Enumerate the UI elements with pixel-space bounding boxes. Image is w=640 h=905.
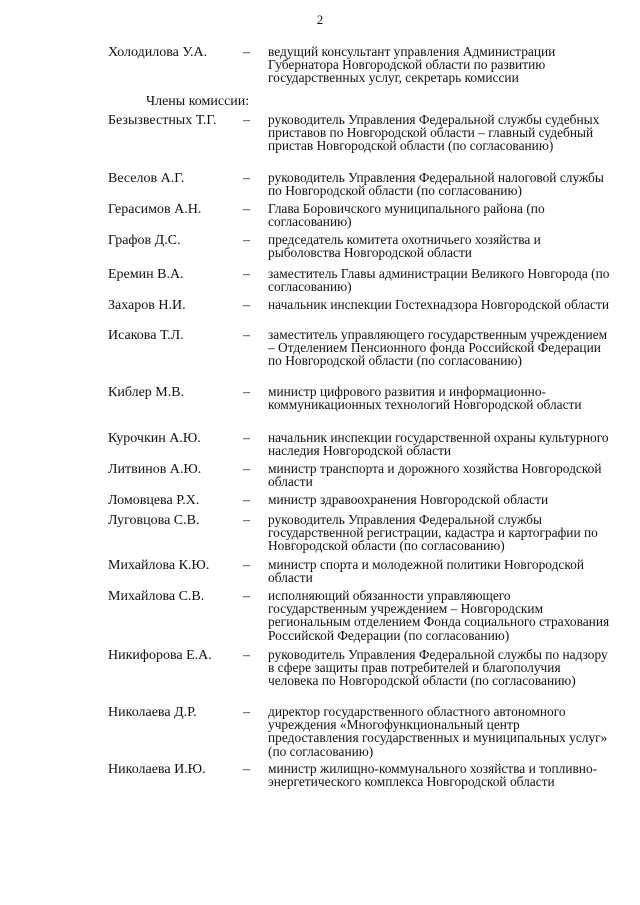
- entry-role: ведущий консультант управления Администрации Губернатора Новгородской области по развитию государственных услуг, секретарь комиссии: [268, 44, 556, 86]
- entry-dash: –: [243, 113, 250, 128]
- entry-dash: –: [243, 493, 250, 508]
- entry-dash: –: [243, 267, 250, 282]
- members-heading: Члены комиссии:: [146, 94, 250, 109]
- entry-name: Николаева И.Ю.: [108, 762, 206, 777]
- entry-dash: –: [243, 589, 250, 604]
- entry-role: Глава Боровичского муниципального района (по согласованию): [268, 201, 545, 230]
- entry-dash: –: [243, 705, 250, 720]
- entry-name: Безызвестных Т.Г.: [108, 113, 217, 128]
- entry-name: Литвинов А.Ю.: [108, 462, 202, 477]
- entry-dash: –: [243, 648, 250, 663]
- entry-dash: –: [243, 513, 250, 528]
- entry-name: Михайлова К.Ю.: [108, 558, 210, 573]
- entry-name: Курочкин А.Ю.: [108, 431, 201, 446]
- entry-name: Графов Д.С.: [108, 233, 181, 248]
- entry-name: Герасимов А.Н.: [108, 202, 202, 217]
- entry-dash: –: [243, 558, 250, 573]
- entry-role: директор государственного областного автономного учреждения «Многофункциональный центр предоставления государственных и муниципальных услуг» (по согласованию): [268, 704, 608, 759]
- entry-role: начальник инспекции государственной охраны культурного наследия Новгородской области: [268, 430, 609, 459]
- entry-dash: –: [243, 298, 250, 313]
- entry-name: Исакова Т.Л.: [108, 328, 184, 343]
- entry-name: Николаева Д.Р.: [108, 705, 197, 720]
- entry-name: Киблер М.В.: [108, 385, 185, 400]
- entry-name: Ломовцева Р.Х.: [108, 493, 200, 508]
- entry-dash: –: [243, 385, 250, 400]
- entry-role: министр спорта и молодежной политики Новгородской области: [268, 557, 585, 586]
- entry-role: исполняющий обязанности управляющего государственным учреждением – Новгородским региональным отделением Фонда социального страхования Российской Федерации (по согласованию): [268, 588, 610, 643]
- entry-name: Никифорова Е.А.: [108, 648, 212, 663]
- entry-name: Захаров Н.И.: [108, 298, 186, 313]
- page-number: 2: [316, 12, 324, 27]
- entry-dash: –: [243, 462, 250, 477]
- entry-role: руководитель Управления Федеральной службы по надзору в сфере защиты прав потребителей и благополучия человека по Новгородской области (по согласованию): [268, 647, 608, 689]
- entry-dash: –: [243, 328, 250, 343]
- entry-name: Холодилова У.А.: [108, 45, 208, 60]
- entry-role: руководитель Управления Федеральной службы государственной регистрации, кадастра и картографии по Новгородской области (по согласованию): [268, 512, 598, 554]
- entry-role: начальник инспекции Гостехнадзора Новгородской области: [268, 297, 610, 312]
- entry-role: министр здравоохранения Новгородской области: [268, 492, 549, 507]
- entry-role: руководитель Управления Федеральной налоговой службы по Новгородской области (по согласованию): [268, 170, 604, 199]
- entry-name: Луговцова С.В.: [108, 513, 200, 528]
- entry-name: Михайлова С.В.: [108, 589, 205, 604]
- entry-role: заместитель Главы администрации Великого Новгорода (по согласованию): [268, 266, 610, 295]
- entry-role: министр цифрового развития и информационно-коммуникационных технологий Новгородской области: [268, 384, 582, 413]
- entry-role: заместитель управляющего государственным учреждением – Отделением Пенсионного фонда Российской Федерации по Новгородской области (по согласованию): [268, 327, 608, 369]
- entry-dash: –: [243, 45, 250, 60]
- entry-role: председатель комитета охотничьего хозяйства и рыболовства Новгородской области: [268, 232, 541, 261]
- entry-dash: –: [243, 431, 250, 446]
- entry-name: Еремин В.А.: [108, 267, 184, 282]
- entry-dash: –: [243, 202, 250, 217]
- entry-name: Веселов А.Г.: [108, 171, 185, 186]
- entry-dash: –: [243, 762, 250, 777]
- entry-role: министр жилищно-коммунального хозяйства и топливно-энергетического комплекса Новгородской области: [268, 761, 598, 790]
- entry-role: руководитель Управления Федеральной службы судебных приставов по Новгородской области – главный судебный пристав Новгородской области (по согласованию): [268, 112, 600, 154]
- entry-role: министр транспорта и дорожного хозяйства Новгородской области: [268, 461, 602, 490]
- entry-dash: –: [243, 233, 250, 248]
- entry-dash: –: [243, 171, 250, 186]
